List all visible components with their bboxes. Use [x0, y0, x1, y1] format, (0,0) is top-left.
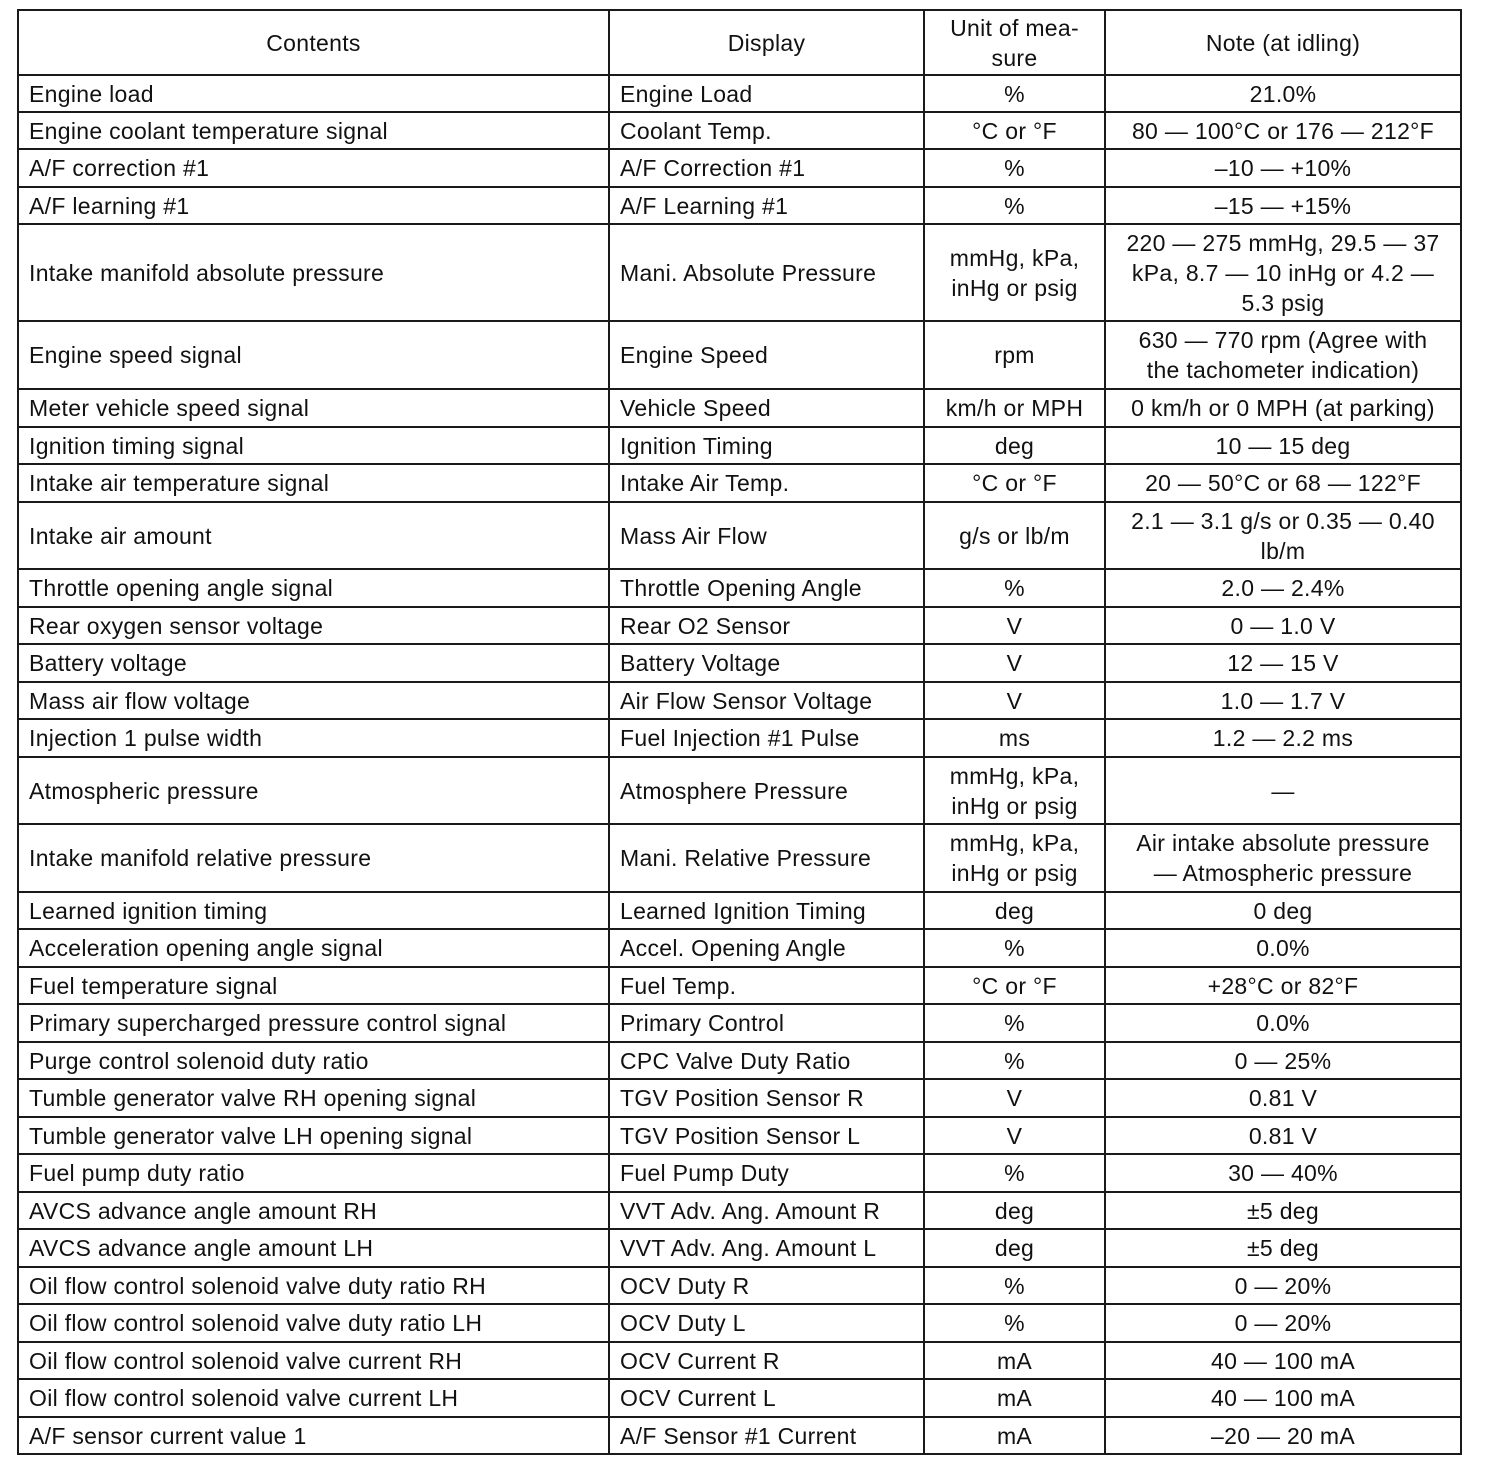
- cell-contents: Learned ignition timing: [18, 892, 609, 929]
- table-row: [18, 112, 1461, 149]
- table-body: [18, 75, 1461, 1454]
- cell-contents: A/F learning #1: [18, 187, 609, 224]
- cell-unit: mA: [924, 1379, 1105, 1417]
- cell-contents: Rear oxygen sensor voltage: [18, 607, 609, 644]
- cell-note: –20 — 20 mA: [1105, 1417, 1461, 1454]
- cell-display: Mass Air Flow: [609, 502, 924, 569]
- cell-unit: mmHg, kPa, inHg or psig: [924, 757, 1105, 824]
- parameter-table: [17, 9, 1462, 1455]
- cell-unit: %: [924, 1004, 1105, 1042]
- cell-display: Throttle Opening Angle: [609, 569, 924, 607]
- table-row: [18, 719, 1461, 757]
- cell-contents: Engine coolant temperature signal: [18, 112, 609, 149]
- cell-display: Coolant Temp.: [609, 112, 924, 149]
- cell-contents: A/F sensor current value 1: [18, 1417, 609, 1454]
- table-row: [18, 187, 1461, 224]
- cell-contents: Mass air flow voltage: [18, 682, 609, 719]
- cell-note: 0 — 1.0 V: [1105, 607, 1461, 644]
- cell-unit: °C or °F: [924, 967, 1105, 1004]
- cell-unit: ms: [924, 719, 1105, 757]
- table-row: [18, 569, 1461, 607]
- cell-contents: Engine speed signal: [18, 321, 609, 389]
- cell-unit: V: [924, 644, 1105, 682]
- table-row: [18, 757, 1461, 824]
- cell-contents: Injection 1 pulse width: [18, 719, 609, 757]
- cell-unit: %: [924, 75, 1105, 112]
- cell-display: Atmosphere Pressure: [609, 757, 924, 824]
- table-row: [18, 1267, 1461, 1304]
- table-row: [18, 502, 1461, 569]
- cell-display: VVT Adv. Ang. Amount R: [609, 1192, 924, 1229]
- table-row: [18, 1379, 1461, 1417]
- cell-note: 0 — 20%: [1105, 1304, 1461, 1342]
- table-row: [18, 1042, 1461, 1079]
- header-display: Display: [609, 10, 924, 75]
- cell-display: Ignition Timing: [609, 427, 924, 464]
- cell-unit: rpm: [924, 321, 1105, 389]
- cell-unit: mmHg, kPa, inHg or psig: [924, 224, 1105, 321]
- cell-unit: g/s or lb/m: [924, 502, 1105, 569]
- cell-note: ±5 deg: [1105, 1229, 1461, 1267]
- cell-display: CPC Valve Duty Ratio: [609, 1042, 924, 1079]
- cell-display: TGV Position Sensor R: [609, 1079, 924, 1117]
- cell-unit: deg: [924, 1192, 1105, 1229]
- cell-note: 0 km/h or 0 MPH (at parking): [1105, 389, 1461, 427]
- cell-contents: Battery voltage: [18, 644, 609, 682]
- cell-note: –15 — +15%: [1105, 187, 1461, 224]
- cell-unit: °C or °F: [924, 464, 1105, 502]
- cell-unit: deg: [924, 427, 1105, 464]
- cell-contents: Oil flow control solenoid valve current LH: [18, 1379, 609, 1417]
- table-row: [18, 1079, 1461, 1117]
- cell-unit: mA: [924, 1342, 1105, 1379]
- cell-unit: %: [924, 1304, 1105, 1342]
- cell-display: Intake Air Temp.: [609, 464, 924, 502]
- cell-contents: Fuel pump duty ratio: [18, 1154, 609, 1192]
- table-row: [18, 389, 1461, 427]
- cell-display: Mani. Relative Pressure: [609, 824, 924, 892]
- cell-display: Accel. Opening Angle: [609, 929, 924, 967]
- cell-note: 0 — 25%: [1105, 1042, 1461, 1079]
- cell-display: OCV Current L: [609, 1379, 924, 1417]
- cell-note: 10 — 15 deg: [1105, 427, 1461, 464]
- cell-contents: Intake air temperature signal: [18, 464, 609, 502]
- table-row: [18, 1417, 1461, 1454]
- cell-note: —: [1105, 757, 1461, 824]
- cell-unit: %: [924, 929, 1105, 967]
- cell-contents: Primary supercharged pressure control signal: [18, 1004, 609, 1042]
- cell-contents: Intake manifold absolute pressure: [18, 224, 609, 321]
- cell-unit: %: [924, 1267, 1105, 1304]
- cell-display: Fuel Injection #1 Pulse: [609, 719, 924, 757]
- cell-contents: Oil flow control solenoid valve current RH: [18, 1342, 609, 1379]
- cell-display: Battery Voltage: [609, 644, 924, 682]
- table-row: [18, 1004, 1461, 1042]
- cell-display: Vehicle Speed: [609, 389, 924, 427]
- cell-note: 80 — 100°C or 176 — 212°F: [1105, 112, 1461, 149]
- cell-display: Engine Load: [609, 75, 924, 112]
- cell-contents: AVCS advance angle amount RH: [18, 1192, 609, 1229]
- cell-note: 1.0 — 1.7 V: [1105, 682, 1461, 719]
- cell-note: 2.1 — 3.1 g/s or 0.35 — 0.40 lb/m: [1105, 502, 1461, 569]
- cell-display: TGV Position Sensor L: [609, 1117, 924, 1154]
- table-row: [18, 149, 1461, 187]
- cell-contents: Throttle opening angle signal: [18, 569, 609, 607]
- cell-contents: A/F correction #1: [18, 149, 609, 187]
- cell-contents: Tumble generator valve LH opening signal: [18, 1117, 609, 1154]
- table-header: [18, 10, 1461, 75]
- table-row: [18, 1154, 1461, 1192]
- header-row: [18, 10, 1461, 75]
- cell-unit: %: [924, 1154, 1105, 1192]
- cell-display: OCV Duty L: [609, 1304, 924, 1342]
- cell-unit: %: [924, 1042, 1105, 1079]
- table-row: [18, 1304, 1461, 1342]
- cell-unit: V: [924, 1117, 1105, 1154]
- header-unit: Unit of mea- sure: [924, 10, 1105, 75]
- cell-unit: V: [924, 607, 1105, 644]
- cell-note: 1.2 — 2.2 ms: [1105, 719, 1461, 757]
- header-note: Note (at idling): [1105, 10, 1461, 75]
- table-row: [18, 682, 1461, 719]
- cell-display: Primary Control: [609, 1004, 924, 1042]
- cell-contents: Purge control solenoid duty ratio: [18, 1042, 609, 1079]
- table-row: [18, 1192, 1461, 1229]
- cell-note: 0.81 V: [1105, 1079, 1461, 1117]
- cell-unit: deg: [924, 1229, 1105, 1267]
- cell-unit: %: [924, 569, 1105, 607]
- table-row: [18, 75, 1461, 112]
- cell-note: 40 — 100 mA: [1105, 1342, 1461, 1379]
- cell-note: 630 — 770 rpm (Agree with the tachometer indication): [1105, 321, 1461, 389]
- cell-display: VVT Adv. Ang. Amount L: [609, 1229, 924, 1267]
- cell-display: Fuel Temp.: [609, 967, 924, 1004]
- cell-unit: km/h or MPH: [924, 389, 1105, 427]
- cell-note: +28°C or 82°F: [1105, 967, 1461, 1004]
- table-row: [18, 929, 1461, 967]
- cell-note: 12 — 15 V: [1105, 644, 1461, 682]
- cell-display: A/F Sensor #1 Current: [609, 1417, 924, 1454]
- cell-display: Engine Speed: [609, 321, 924, 389]
- cell-note: Air intake absolute pressure — Atmospheric pressure: [1105, 824, 1461, 892]
- cell-unit: mA: [924, 1417, 1105, 1454]
- cell-contents: Fuel temperature signal: [18, 967, 609, 1004]
- cell-display: Air Flow Sensor Voltage: [609, 682, 924, 719]
- cell-display: Mani. Absolute Pressure: [609, 224, 924, 321]
- cell-note: 40 — 100 mA: [1105, 1379, 1461, 1417]
- cell-note: 0 — 20%: [1105, 1267, 1461, 1304]
- cell-note: 220 — 275 mmHg, 29.5 — 37 kPa, 8.7 — 10 inHg or 4.2 — 5.3 psig: [1105, 224, 1461, 321]
- cell-unit: °C or °F: [924, 112, 1105, 149]
- table-row: [18, 321, 1461, 389]
- cell-contents: Intake air amount: [18, 502, 609, 569]
- table-row: [18, 1229, 1461, 1267]
- table-row: [18, 892, 1461, 929]
- cell-contents: Atmospheric pressure: [18, 757, 609, 824]
- cell-contents: Oil flow control solenoid valve duty ratio LH: [18, 1304, 609, 1342]
- table-row: [18, 1342, 1461, 1379]
- cell-contents: Tumble generator valve RH opening signal: [18, 1079, 609, 1117]
- table-row: [18, 607, 1461, 644]
- header-contents: Contents: [18, 10, 609, 75]
- cell-contents: Ignition timing signal: [18, 427, 609, 464]
- cell-unit: V: [924, 1079, 1105, 1117]
- table-row: [18, 427, 1461, 464]
- cell-note: 2.0 — 2.4%: [1105, 569, 1461, 607]
- cell-note: 0 deg: [1105, 892, 1461, 929]
- table-row: [18, 644, 1461, 682]
- cell-note: 0.0%: [1105, 929, 1461, 967]
- cell-contents: Meter vehicle speed signal: [18, 389, 609, 427]
- cell-unit: %: [924, 187, 1105, 224]
- cell-contents: Intake manifold relative pressure: [18, 824, 609, 892]
- table-row: [18, 224, 1461, 321]
- cell-display: Rear O2 Sensor: [609, 607, 924, 644]
- cell-note: 30 — 40%: [1105, 1154, 1461, 1192]
- table-row: [18, 824, 1461, 892]
- cell-note: 20 — 50°C or 68 — 122°F: [1105, 464, 1461, 502]
- cell-contents: Engine load: [18, 75, 609, 112]
- cell-note: 21.0%: [1105, 75, 1461, 112]
- cell-contents: Oil flow control solenoid valve duty ratio RH: [18, 1267, 609, 1304]
- cell-note: –10 — +10%: [1105, 149, 1461, 187]
- cell-display: OCV Duty R: [609, 1267, 924, 1304]
- cell-display: Learned Ignition Timing: [609, 892, 924, 929]
- cell-note: ±5 deg: [1105, 1192, 1461, 1229]
- cell-display: Fuel Pump Duty: [609, 1154, 924, 1192]
- cell-unit: deg: [924, 892, 1105, 929]
- cell-display: A/F Correction #1: [609, 149, 924, 187]
- cell-unit: mmHg, kPa, inHg or psig: [924, 824, 1105, 892]
- table-row: [18, 967, 1461, 1004]
- table-row: [18, 464, 1461, 502]
- cell-note: 0.0%: [1105, 1004, 1461, 1042]
- cell-display: A/F Learning #1: [609, 187, 924, 224]
- cell-note: 0.81 V: [1105, 1117, 1461, 1154]
- cell-display: OCV Current R: [609, 1342, 924, 1379]
- cell-contents: Acceleration opening angle signal: [18, 929, 609, 967]
- cell-unit: %: [924, 149, 1105, 187]
- cell-contents: AVCS advance angle amount LH: [18, 1229, 609, 1267]
- cell-unit: V: [924, 682, 1105, 719]
- table-row: [18, 1117, 1461, 1154]
